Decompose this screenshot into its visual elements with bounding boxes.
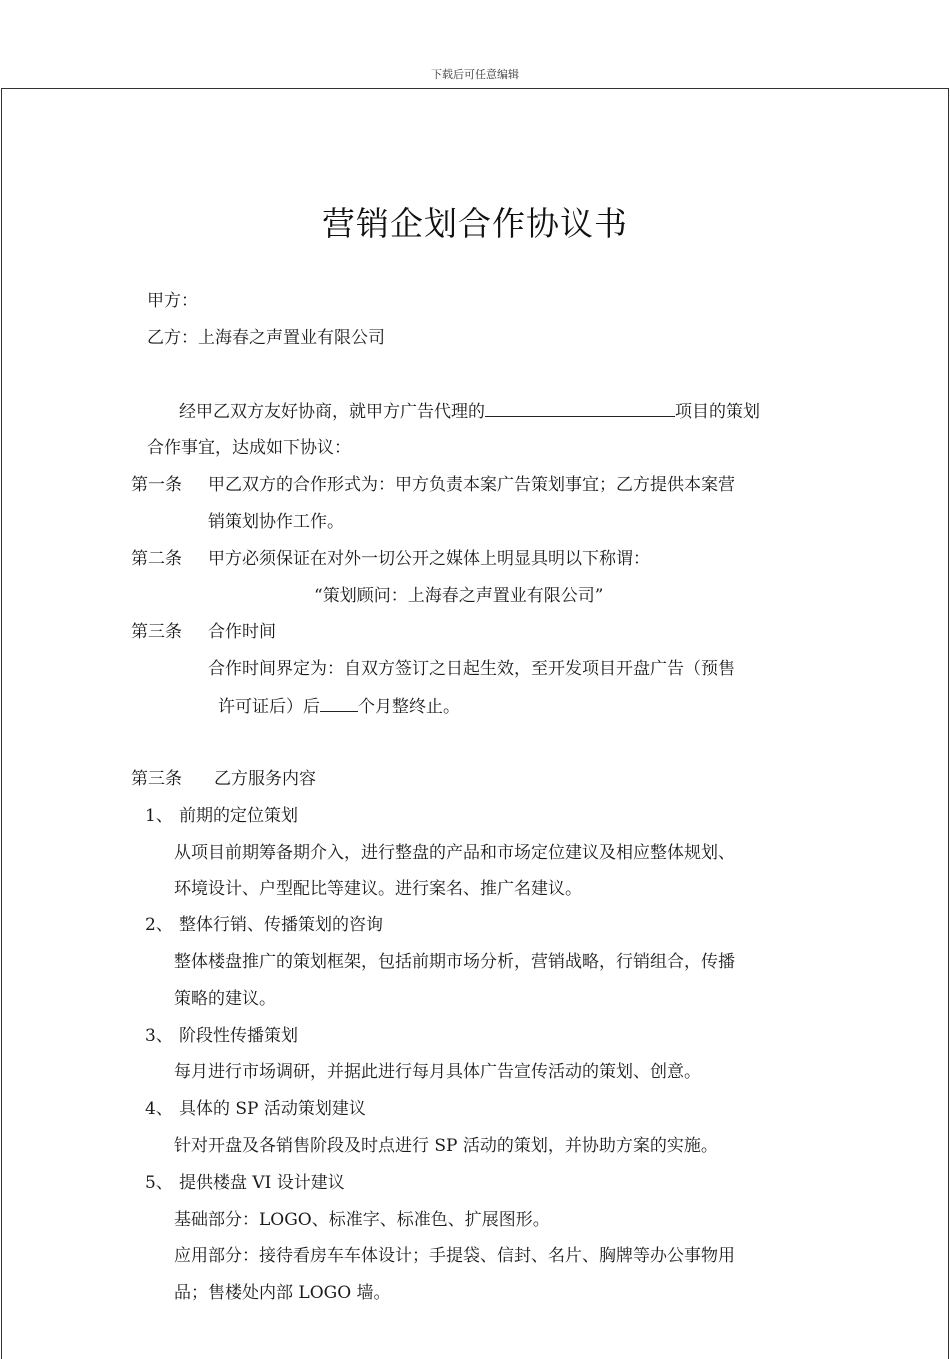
item-title: 具体的 SP 活动策划建议 — [179, 1099, 366, 1119]
service-item-line: 应用部分：接待看房车车体设计；手提袋、信封、名片、胸牌等办公事物用 — [174, 1246, 735, 1266]
article-1-line-2: 销策划协作工作。 — [208, 512, 344, 532]
article-2-line-1 — [131, 548, 650, 570]
service-item-title — [145, 1172, 345, 1194]
article-heading: 乙方服务内容 — [214, 769, 316, 789]
months-blank[interactable] — [320, 695, 358, 712]
project-name-blank[interactable] — [485, 400, 675, 417]
article-label: 第三条 — [131, 769, 182, 789]
article-text-after: 个月整终止。 — [358, 697, 460, 717]
intro-text-before: 经甲乙双方友好协商，就甲方广告代理的 — [179, 402, 485, 422]
article-3-line-1: 合作时间界定为：自双方签订之日起生效，至开发项目开盘广告（预售 — [208, 659, 735, 679]
service-item-line: 整体楼盘推广的策划框架，包括前期市场分析，营销战略，行销组合，传播 — [174, 952, 735, 972]
item-title: 整体行销、传播策划的咨询 — [179, 915, 383, 935]
article-label: 第一条 — [131, 475, 182, 495]
article-4-heading — [131, 768, 316, 790]
article-3-heading — [131, 621, 276, 643]
item-number: 5、 — [145, 1173, 173, 1193]
article-text: 甲方必须保证在对外一切公开之媒体上明显具明以下称谓： — [208, 549, 650, 569]
page-border — [1, 88, 949, 1359]
article-3-line-2 — [218, 695, 460, 718]
item-title: 阶段性传播策划 — [179, 1026, 298, 1046]
service-item-line: 品；售楼处内部 LOGO 墙。 — [174, 1283, 391, 1303]
service-item-title — [145, 805, 298, 827]
item-title: 提供楼盘 VI 设计建议 — [179, 1173, 345, 1193]
service-item-title — [145, 1098, 366, 1120]
article-1-line-1 — [131, 474, 735, 496]
service-item-line: 环境设计、户型配比等建议。进行案名、推广名建议。 — [174, 879, 582, 899]
service-item-title — [145, 1025, 298, 1047]
service-item-title — [145, 914, 383, 936]
item-number: 3、 — [145, 1026, 173, 1046]
intro-line-1 — [179, 400, 760, 423]
item-title: 前期的定位策划 — [179, 806, 298, 826]
item-number: 4、 — [145, 1099, 173, 1119]
service-item-line: 针对开盘及各销售阶段及时点进行 SP 活动的策划，并协助方案的实施。 — [174, 1136, 718, 1156]
document-title: 营销企划合作协议书 — [322, 204, 628, 243]
intro-line-2: 合作事宜，达成如下协议： — [147, 438, 351, 458]
article-heading: 合作时间 — [208, 622, 276, 642]
service-item-line: 策略的建议。 — [174, 989, 276, 1009]
party-b: 乙方：上海春之声置业有限公司 — [147, 328, 385, 348]
article-text-before: 许可证后）后 — [218, 697, 320, 717]
service-item-line: 基础部分：LOGO、标准字、标准色、扩展图形。 — [174, 1210, 550, 1230]
item-number: 2、 — [145, 915, 173, 935]
article-2-quote: “策划顾问：上海春之声置业有限公司” — [314, 586, 604, 606]
service-item-line: 从项目前期筹备期介入，进行整盘的产品和市场定位建议及相应整体规划、 — [174, 843, 735, 863]
intro-text-after: 项目的策划 — [675, 402, 760, 422]
article-text: 甲乙双方的合作形式为：甲方负责本案广告策划事宜；乙方提供本案营 — [208, 475, 735, 495]
service-item-line: 每月进行市场调研，并据此进行每月具体广告宣传活动的策划、创意。 — [174, 1062, 701, 1082]
item-number: 1、 — [145, 806, 173, 826]
party-a: 甲方： — [147, 291, 198, 311]
article-label: 第三条 — [131, 622, 182, 642]
article-label: 第二条 — [131, 549, 182, 569]
header-note: 下载后可任意编辑 — [431, 68, 519, 81]
